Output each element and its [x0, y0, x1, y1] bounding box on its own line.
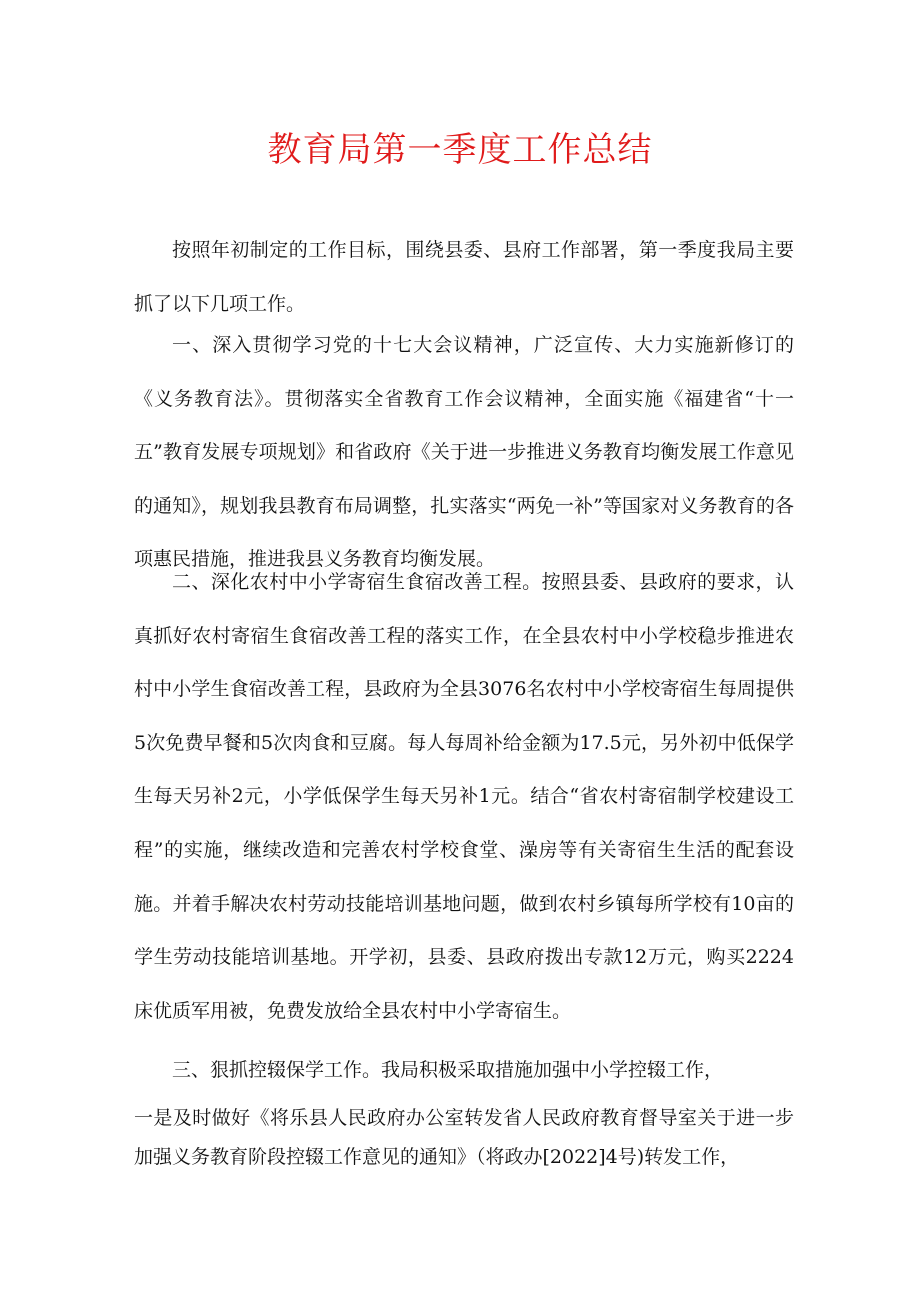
paragraph-intro: 按照年初制定的工作目标，围绕县委、县府工作部署，第一季度我局主要抓了以下几项工作。 — [134, 239, 794, 315]
paragraph-section-three-continued: 一是及时做好《将乐县人民政府办公室转发省人民政府教育督导室关于进一步加强义务教育阶段控辍工作意见的通知》（将政办[2022]4号)转发工作， — [134, 1107, 794, 1168]
paragraph-section-two: 二、深化农村中小学寄宿生食宿改善工程。按照县委、县政府的要求，认真抓好农村寄宿生食宿改善工程的落实工作，在全县农村中小学校稳步推进农村中小学生食宿改善工程，县政府为全县3076名农村中小学校寄宿生每周提供5次免费早餐和5次肉食和豆腐。每人每周补给金额为17.5元，另外初中低保学生每天另补2元，小学低保学生每天另补1元。结合“省农村寄宿制学校建设工程”的实施，继续改造和完善农村学校食堂、澡房等有关寄宿生生活的配套设施。并着手解决农村劳动技能培训基地问题，做到农村乡镇每所学校有10亩的学生劳动技能培训基地。开学初，县委、县政府拨出专款12万元，购买2224床优质军用被，免费发放给全县农村中小学寄宿生。 — [134, 571, 794, 1022]
paragraph-section-three: 三、狠抓控辍保学工作。我局积极采取措施加强中小学控辍工作， — [172, 1059, 724, 1081]
paragraph-section-one: 一、深入贯彻学习党的十七大会议精神，广泛宣传、大力实施新修订的《义务教育法》。贯彻落实全省教育工作会议精神，全面实施《福建省“十一五”教育发展专项规划》和省政府《关于进一步推进义务教育均衡发展工作意见的通知》，规划我县教育布局调整，扎实落实“两免一补”等国家对义务教育的各项惠民措施，推进我县义务教育均衡发展。 — [134, 334, 794, 571]
document-title: 教育局第一季度工作总结 — [267, 130, 653, 170]
